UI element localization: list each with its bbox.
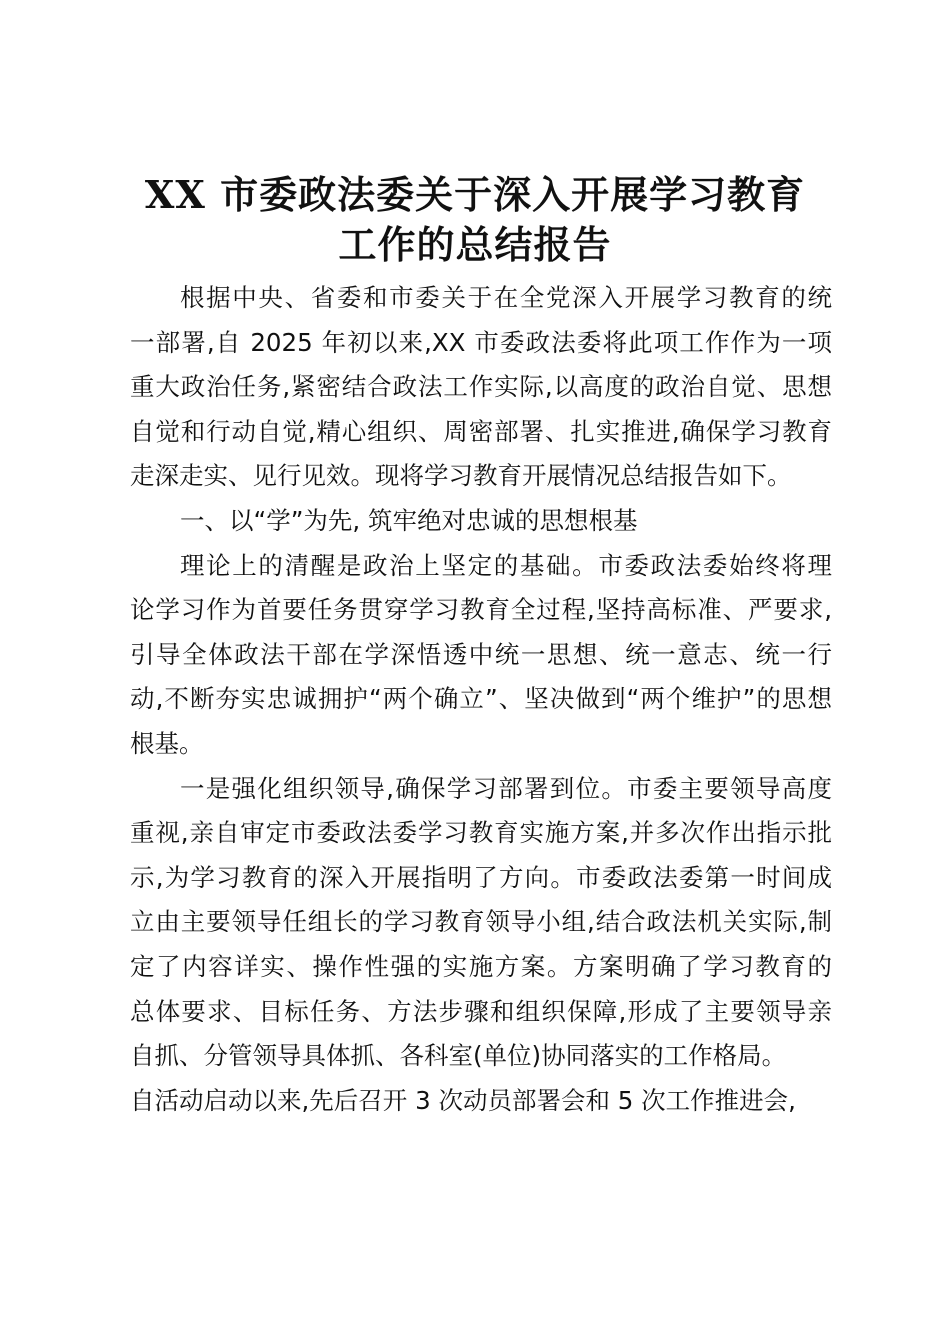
section-paragraph-line: 动,不断夯实忠诚拥护“两个确立”、坚决做到“两个维护”的思想 (130, 684, 832, 714)
section-heading: 一、以“学”为先, 筑牢绝对忠诚的思想根基 (180, 505, 638, 535)
section-paragraph-line: 理论上的清醒是政治上坚定的基础。市委政法委始终将理 (180, 550, 832, 580)
document-title-line-1: XX 市委政法委关于深入开展学习教育 (144, 172, 806, 217)
intro-paragraph-line: 自觉和行动自觉,精心组织、周密部署、扎实推进,确保学习教育 (130, 416, 832, 446)
intro-paragraph-line: 一部署,自 2025 年初以来,XX 市委政法委将此项工作作为一项 (130, 327, 832, 357)
subsection-paragraph-line: 定了内容详实、操作性强的实施方案。方案明确了学习教育的 (130, 951, 832, 981)
subsection-paragraph-line: 总体要求、目标任务、方法步骤和组织保障,形成了主要领导亲 (130, 996, 832, 1026)
subsection-paragraph-line: 一是强化组织领导,确保学习部署到位。市委主要领导高度 (180, 773, 832, 803)
section-paragraph-line: 根基。 (130, 728, 204, 758)
subsection-paragraph-line: 示,为学习教育的深入开展指明了方向。市委政法委第一时间成 (130, 862, 832, 892)
document-title-line-2: 工作的总结报告 (338, 222, 612, 267)
subsection-paragraph-line: 立由主要领导任组长的学习教育领导小组,结合政法机关实际,制 (130, 907, 832, 937)
intro-paragraph-line: 走深走实、见行见效。现将学习教育开展情况总结报告如下。 (130, 461, 792, 491)
intro-paragraph-line: 重大政治任务,紧密结合政法工作实际,以高度的政治自觉、思想 (130, 372, 832, 402)
subsection-paragraph-line: 自活动启动以来,先后召开 3 次动员部署会和 5 次工作推进会, (130, 1085, 796, 1115)
section-paragraph-line: 论学习作为首要任务贯穿学习教育全过程,坚持高标准、严要求, (130, 595, 832, 625)
section-paragraph-line: 引导全体政法干部在学深悟透中统一思想、统一意志、统一行 (130, 639, 832, 669)
document-body (130, 276, 832, 1123)
intro-paragraph-line: 根据中央、省委和市委关于在全党深入开展学习教育的统 (180, 283, 832, 312)
subsection-paragraph-line: 自抓、分管领导具体抓、各科室(单位)协同落实的工作格局。 (130, 1041, 787, 1071)
subsection-paragraph-line: 重视,亲自审定市委政法委学习教育实施方案,并多次作出指示批 (130, 818, 832, 848)
